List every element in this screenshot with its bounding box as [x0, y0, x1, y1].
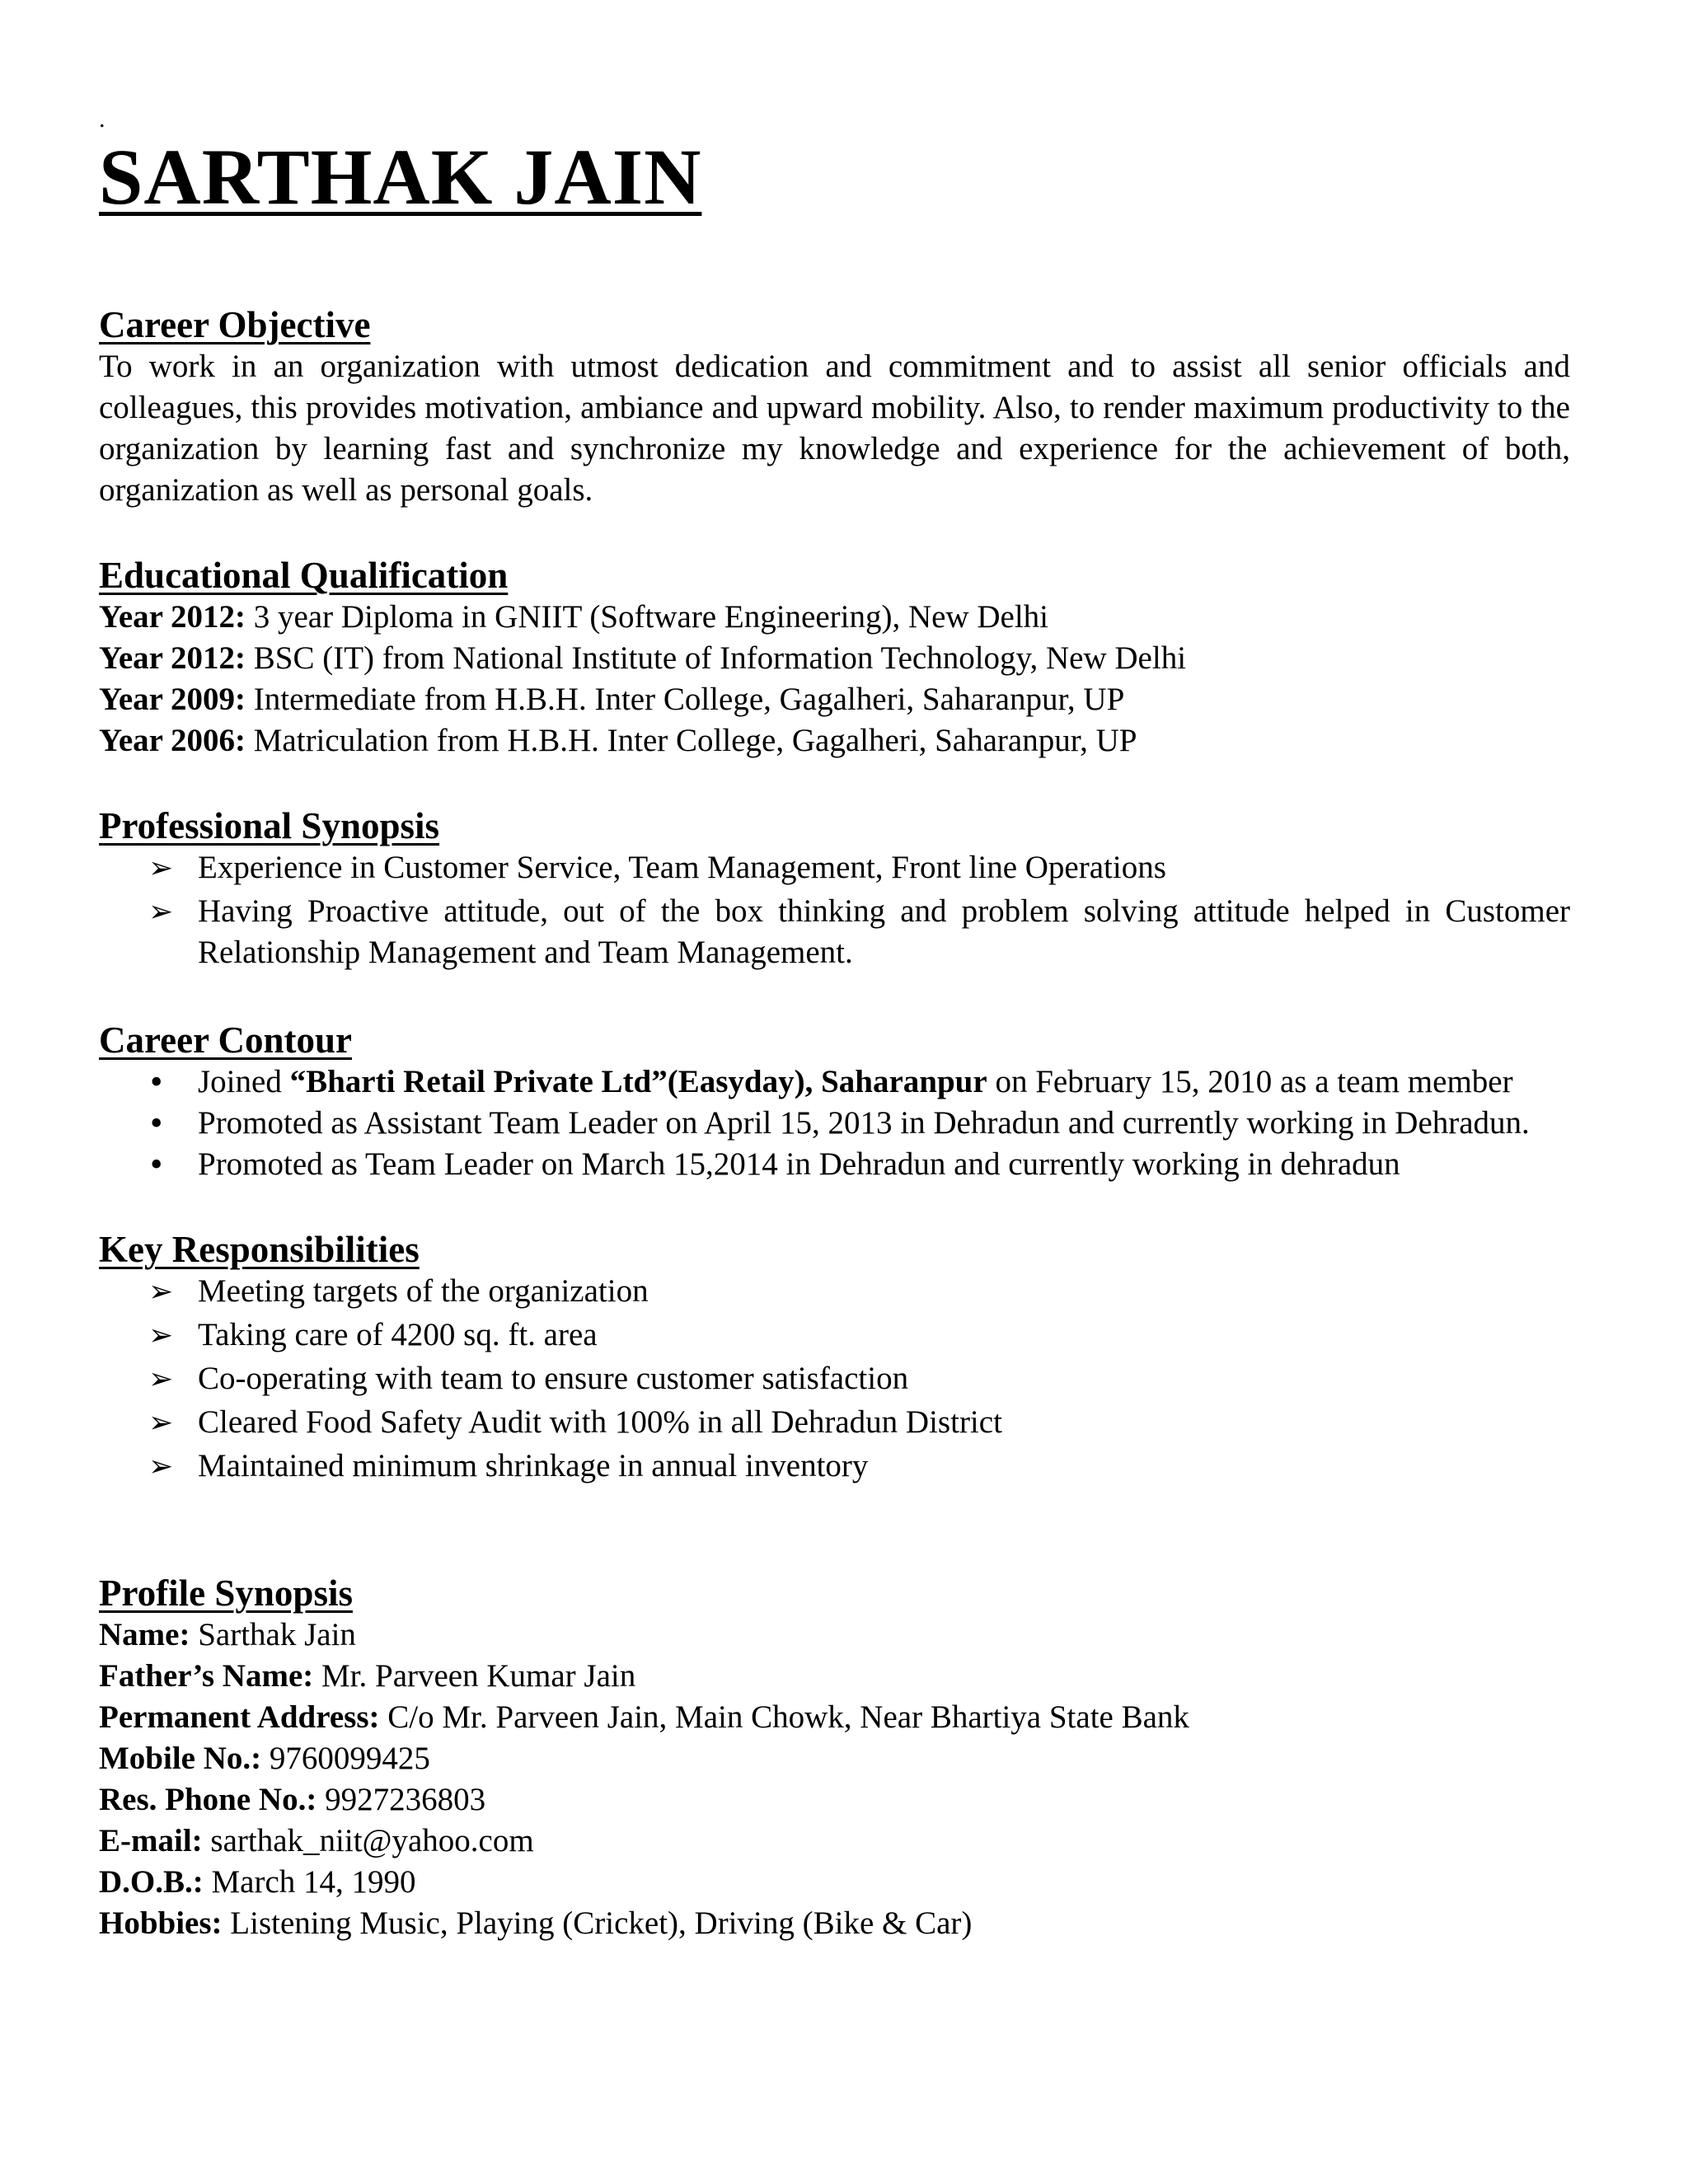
- field-label: Mobile No.:: [99, 1741, 262, 1776]
- education-text: Matriculation from H.B.H. Inter College, Gagalheri, Saharanpur, UP: [246, 723, 1137, 758]
- resume-page: [99, 107, 1570, 1944]
- field-value: Sarthak Jain: [190, 1617, 356, 1652]
- field-label: Hobbies:: [99, 1905, 223, 1941]
- field-label: Res. Phone No.:: [99, 1782, 317, 1817]
- field-value: 9927236803: [316, 1782, 486, 1817]
- education-text: 3 year Diploma in GNIIT (Software Engineering), New Delhi: [246, 599, 1048, 635]
- list-item: [99, 847, 1570, 888]
- list-item-text-pre: Joined: [198, 1064, 290, 1099]
- career-objective-text: To work in an organization with utmost dedication and commitment and to assist all senior officials and colleagues, this provides motivation, ambiance and upward mobility. Also, to render maximum productivity to the organization by learning fast and synchronize my knowledge and experience for the achievement of both, organization as well as personal goals.: [99, 349, 1570, 508]
- profile-synopsis-section: [99, 1572, 1570, 1944]
- list-item-text: Co-operating with team to ensure customer satisfaction: [198, 1361, 909, 1396]
- list-item: [99, 1062, 1570, 1103]
- arrow-bullet-icon: ➢: [148, 895, 174, 928]
- profile-field-res-phone: [99, 1779, 1570, 1821]
- career-objective-section: [99, 303, 1570, 511]
- professional-synopsis-heading: Professional Synopsis: [99, 805, 440, 846]
- list-item: [99, 891, 1570, 973]
- list-item: [99, 1271, 1570, 1312]
- education-year: Year 2009:: [99, 682, 246, 717]
- professional-synopsis-section: [99, 804, 1570, 973]
- list-item-text: Meeting targets of the organization: [198, 1273, 649, 1309]
- education-text: BSC (IT) from National Institute of Information Technology, New Delhi: [246, 640, 1187, 676]
- stray-dot: .: [99, 105, 106, 133]
- education-item: [99, 597, 1570, 638]
- list-item-text: Experience in Customer Service, Team Management, Front line Operations: [198, 850, 1166, 885]
- arrow-bullet-icon: ➢: [148, 1362, 174, 1395]
- profile-field-email: [99, 1821, 1570, 1862]
- arrow-bullet-icon: ➢: [148, 851, 174, 884]
- list-item-text-post: on February 15, 2010 as a team member: [987, 1064, 1513, 1099]
- career-contour-section: [99, 1019, 1570, 1185]
- education-section: [99, 554, 1570, 762]
- profile-field-name: [99, 1615, 1570, 1656]
- career-contour-heading: Career Contour: [99, 1019, 353, 1061]
- list-item-text: Promoted as Team Leader on March 15,2014 in Dehradun and currently working in dehradun: [198, 1146, 1400, 1182]
- field-value: Listening Music, Playing (Cricket), Driving (Bike & Car): [222, 1905, 973, 1941]
- career-objective-heading: Career Objective: [99, 304, 371, 345]
- list-item-text: Having Proactive attitude, out of the box thinking and problem solving attitude helped in Customer Relationship Management and Team Management.: [198, 893, 1570, 970]
- education-text: Intermediate from H.B.H. Inter College, Gagalheri, Saharanpur, UP: [246, 682, 1125, 717]
- education-heading: Educational Qualification: [99, 555, 509, 596]
- field-label: Permanent Address:: [99, 1699, 380, 1735]
- arrow-bullet-icon: ➢: [148, 1406, 174, 1439]
- list-item: [99, 1358, 1570, 1399]
- list-item-text: Cleared Food Safety Audit with 100% in all Dehradun District: [198, 1404, 1002, 1440]
- field-label: E-mail:: [99, 1823, 203, 1858]
- field-value: 9760099425: [261, 1741, 430, 1776]
- education-year: Year 2006:: [99, 723, 246, 758]
- dot-bullet-icon: •: [150, 1144, 163, 1184]
- list-item: [99, 1103, 1570, 1144]
- profile-synopsis-heading: Profile Synopsis: [99, 1572, 353, 1614]
- field-value: C/o Mr. Parveen Jain, Main Chowk, Near Bhartiya State Bank: [379, 1699, 1189, 1735]
- field-value: sarthak_niit@yahoo.com: [202, 1823, 534, 1858]
- list-item: [99, 1446, 1570, 1487]
- education-year: Year 2012:: [99, 640, 246, 676]
- key-responsibilities-section: [99, 1228, 1570, 1487]
- dot-bullet-icon: •: [150, 1103, 163, 1143]
- education-item: [99, 720, 1570, 762]
- key-responsibilities-list: [99, 1271, 1570, 1487]
- profile-field-dob: [99, 1862, 1570, 1903]
- arrow-bullet-icon: ➢: [148, 1450, 174, 1483]
- list-item: [99, 1315, 1570, 1356]
- profile-field-address: [99, 1697, 1570, 1738]
- professional-synopsis-list: [99, 847, 1570, 973]
- field-value: Mr. Parveen Kumar Jain: [313, 1658, 636, 1694]
- education-item: [99, 638, 1570, 679]
- dot-bullet-icon: •: [150, 1062, 163, 1102]
- arrow-bullet-icon: ➢: [148, 1319, 174, 1352]
- profile-field-hobbies: [99, 1903, 1570, 1944]
- career-contour-list: [99, 1062, 1570, 1185]
- education-item: [99, 679, 1570, 720]
- profile-field-father-name: [99, 1656, 1570, 1697]
- list-item-text: Promoted as Assistant Team Leader on April 15, 2013 in Dehradun and currently working in Dehradun.: [198, 1105, 1530, 1141]
- list-item: [99, 1144, 1570, 1185]
- field-label: D.O.B.:: [99, 1864, 204, 1900]
- arrow-bullet-icon: ➢: [148, 1275, 174, 1308]
- field-label: Name:: [99, 1617, 190, 1652]
- field-label: Father’s Name:: [99, 1658, 314, 1694]
- profile-field-mobile: [99, 1738, 1570, 1779]
- education-year: Year 2012:: [99, 599, 246, 635]
- list-item-text: Taking care of 4200 sq. ft. area: [198, 1317, 598, 1352]
- candidate-name: SARTHAK JAIN: [99, 133, 702, 221]
- field-value: March 14, 1990: [203, 1864, 416, 1900]
- key-responsibilities-heading: Key Responsibilities: [99, 1229, 420, 1270]
- list-item-text: Maintained minimum shrinkage in annual inventory: [198, 1448, 869, 1483]
- employer-name: “Bharti Retail Private Ltd”(Easyday), Saharanpur: [289, 1064, 987, 1099]
- list-item: [99, 1402, 1570, 1443]
